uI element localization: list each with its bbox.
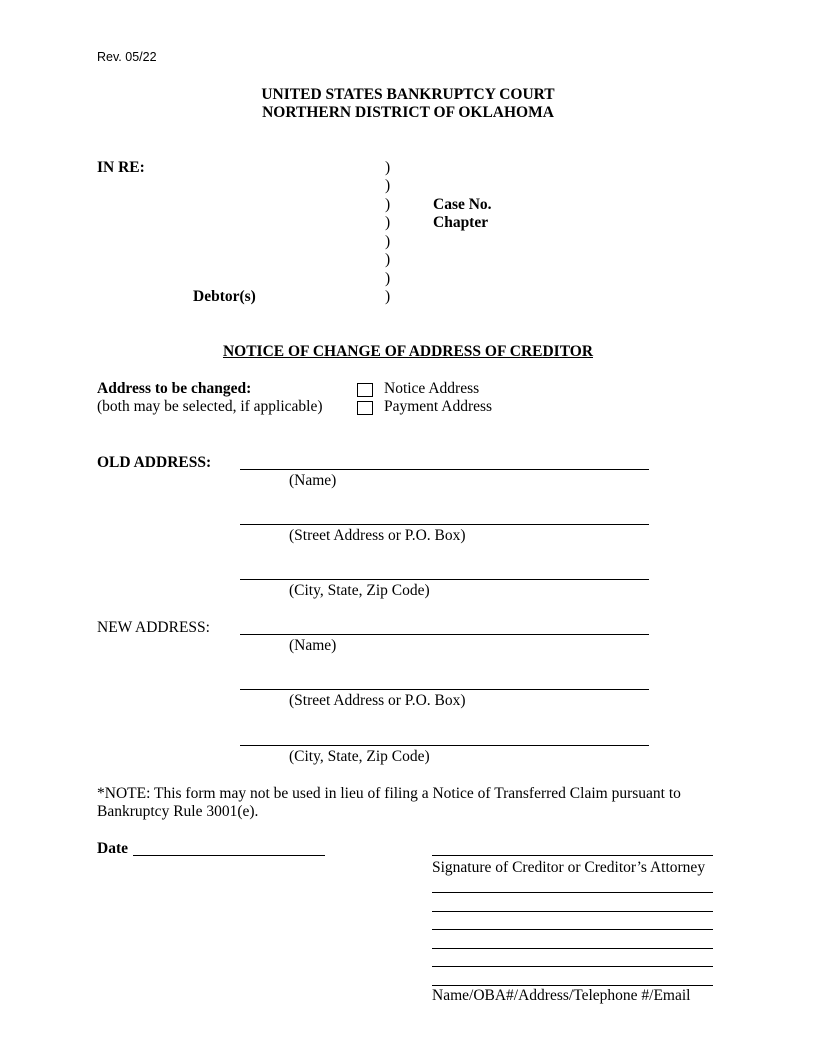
new-address-label: NEW ADDRESS: [97, 619, 210, 636]
court-district: NORTHERN DISTRICT OF OKLAHOMA [262, 104, 554, 121]
address-change-sublabel: (both may be selected, if applicable) [97, 398, 323, 415]
notice-address-checkbox[interactable] [357, 383, 373, 397]
date-label: Date [97, 840, 128, 857]
note-line-2: Bankruptcy Rule 3001(e). [97, 803, 259, 820]
caption-paren: ) [385, 251, 391, 268]
court-name: UNITED STATES BANKRUPTCY COURT [261, 86, 555, 103]
new-street-caption: (Street Address or P.O. Box) [289, 692, 466, 709]
payment-address-label: Payment Address [384, 398, 493, 415]
attorney-info-field[interactable] [432, 985, 713, 986]
caption-paren: ) [385, 196, 391, 213]
caption-paren: ) [385, 159, 391, 176]
attorney-info-field[interactable] [432, 911, 713, 912]
signature-caption: Signature of Creditor or Creditor’s Attorney [432, 859, 706, 876]
payment-address-checkbox[interactable] [357, 401, 373, 415]
caption-paren: ) [385, 177, 391, 194]
attorney-info-field[interactable] [432, 929, 713, 930]
old-name-field[interactable] [240, 469, 649, 470]
signature-field[interactable] [432, 855, 713, 856]
address-change-label: Address to be changed: [97, 380, 252, 397]
caption-paren: ) [385, 214, 391, 231]
new-street-field[interactable] [240, 689, 649, 690]
new-city-field[interactable] [240, 745, 649, 746]
old-city-field[interactable] [240, 579, 649, 580]
old-city-caption: (City, State, Zip Code) [289, 582, 430, 599]
chapter-label: Chapter [433, 214, 489, 231]
attorney-info-field[interactable] [432, 948, 713, 949]
case-no-label: Case No. [433, 196, 492, 213]
old-name-caption: (Name) [289, 472, 337, 489]
attorney-info-field[interactable] [432, 892, 713, 893]
caption-paren: ) [385, 288, 391, 305]
notice-address-label: Notice Address [384, 380, 480, 397]
note-line-1: *NOTE: This form may not be used in lieu of filing a Notice of Transferred Claim pursuant to [97, 785, 681, 802]
form-title: NOTICE OF CHANGE OF ADDRESS OF CREDITOR [222, 343, 594, 360]
debtor-label: Debtor(s) [193, 288, 256, 305]
date-field[interactable] [133, 855, 325, 856]
old-street-caption: (Street Address or P.O. Box) [289, 527, 466, 544]
revision-label: Rev. 05/22 [97, 50, 157, 64]
attorney-info-field[interactable] [432, 966, 713, 967]
new-name-field[interactable] [240, 634, 649, 635]
in-re-label: IN RE: [97, 159, 145, 176]
caption-paren: ) [385, 270, 391, 287]
old-address-label: OLD ADDRESS: [97, 454, 212, 471]
old-street-field[interactable] [240, 524, 649, 525]
caption-paren: ) [385, 233, 391, 250]
attorney-info-caption: Name/OBA#/Address/Telephone #/Email [432, 987, 691, 1004]
new-city-caption: (City, State, Zip Code) [289, 748, 430, 765]
new-name-caption: (Name) [289, 637, 337, 654]
